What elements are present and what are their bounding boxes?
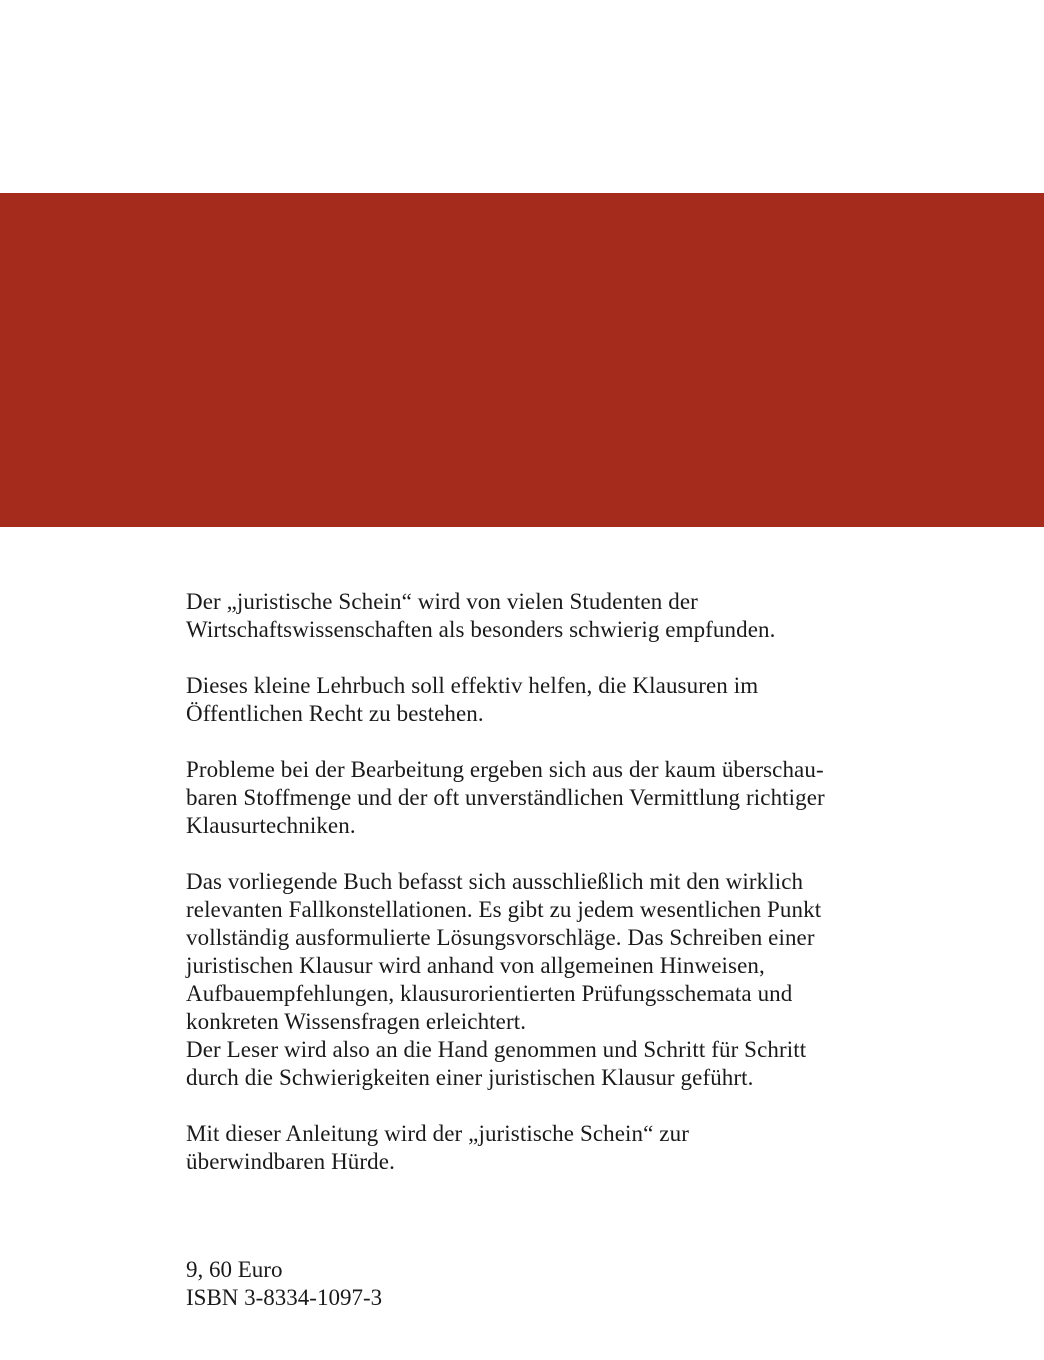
blurb-paragraph-1: Der „juristische Schein“ wird von vielen Studenten der Wirtschaftswissenschaften als besonders schwierig empfunden.: [186, 589, 776, 642]
blurb-paragraph-2: Dieses kleine Lehrbuch soll effektiv helfen, die Klausuren im Öffentlichen Recht zu bestehen.: [186, 673, 759, 726]
blurb-paragraph-5: Der Leser wird also an die Hand genommen und Schritt für Schritt durch die Schwierigkeiten einer juristischen Klausur geführt.: [186, 1037, 807, 1090]
isbn-label: ISBN 3-8334-1097-3: [186, 1285, 383, 1310]
blurb-paragraph-6: Mit dieser Anleitung wird der „juristische Schein“ zur überwindbaren Hürde.: [186, 1121, 689, 1174]
red-color-band: [0, 193, 1044, 527]
price-label: 9, 60 Euro: [186, 1257, 283, 1282]
blurb-paragraph-3: Probleme bei der Bearbeitung ergeben sich aus der kaum überschau- baren Stoffmenge und der oft unverständlichen Vermittlung richtiger Klausurtechniken.: [186, 757, 825, 838]
price-isbn-block: [186, 1256, 382, 1312]
blurb-paragraph-4: Das vorliegende Buch befasst sich ausschließlich mit den wirklich relevanten Fallkonstellationen. Es gibt zu jedem wesentlichen Punkt vollständig ausformulierte Lösungsvorschläge. Das Schreiben einer juristischen Klausur wird anhand von allgemeinen Hinweisen, Aufbauempfehlungen, klausurorientierten Prüfungsschemata und konkreten Wissensfragen erleichtert.: [186, 869, 822, 1034]
blurb-text: [186, 588, 926, 1204]
